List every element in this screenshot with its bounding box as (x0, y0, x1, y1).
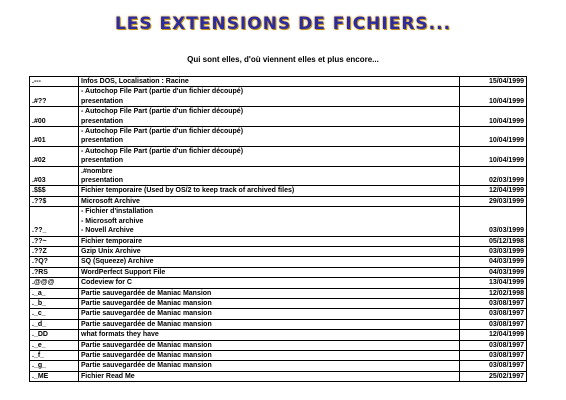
description-cell (79, 298, 460, 308)
description-cell (79, 371, 460, 381)
description-line: Gzip Unix Archive (81, 247, 141, 255)
description-line: Partie sauvegardée de Maniac Mansion (81, 289, 212, 297)
description-line: presentation (81, 137, 124, 145)
date-cell: 03/03/1999 (460, 207, 527, 236)
page-title: LES EXTENSIONS DE FICHIERS... (114, 14, 452, 34)
description-line: Partie sauvegardée de Maniac mansion (81, 351, 212, 359)
description-cell (79, 288, 460, 298)
table-row (30, 350, 527, 360)
table-row (30, 236, 527, 246)
description-line: - Fichier d'installation (81, 208, 154, 216)
description-line: Partie sauvegardée de Maniac mansion (81, 362, 212, 370)
description-line: Microsoft Archive (81, 197, 140, 205)
extension-cell: .??$ (30, 196, 79, 206)
extension-cell: .@@@ (30, 278, 79, 288)
date-cell: 13/04/1999 (460, 278, 527, 288)
extensions-table-body (30, 77, 527, 382)
table-row (30, 77, 527, 87)
extension-cell: ._ME (30, 371, 79, 381)
description-line: Fichier temporaire (81, 237, 143, 245)
extension-cell: .?RS (30, 267, 79, 277)
page-subtitle: Qui sont elles, d'où viennent elles et plus encore... (187, 55, 379, 64)
description-cell (79, 77, 460, 87)
description-line: Partie sauvegardée de Maniac mansion (81, 310, 212, 318)
description-cell (79, 278, 460, 288)
description-cell (79, 340, 460, 350)
description-cell (79, 330, 460, 340)
table-row (30, 207, 527, 236)
date-cell: 03/08/1997 (460, 298, 527, 308)
date-cell: 02/03/1999 (460, 166, 527, 186)
description-line: - Autochop File Part (partie d'un fichier découpé) (81, 88, 244, 96)
description-cell (79, 166, 460, 186)
extension-cell: .#02 (30, 146, 79, 166)
description-line: presentation (81, 157, 124, 165)
extension-cell: .??_ (30, 207, 79, 236)
description-cell (79, 196, 460, 206)
description-line: .#nombre (81, 167, 113, 175)
table-row (30, 107, 527, 127)
description-line: Codeview for C (81, 279, 132, 287)
description-cell (79, 350, 460, 360)
table-row (30, 278, 527, 288)
description-cell (79, 246, 460, 256)
table-row (30, 166, 527, 186)
table-row (30, 246, 527, 256)
description-line: - Autochop File Part (partie d'un fichier découpé) (81, 128, 244, 136)
extensions-table (29, 76, 527, 382)
description-cell (79, 309, 460, 319)
description-line: Partie sauvegardée de Maniac mansion (81, 320, 212, 328)
table-row (30, 186, 527, 196)
description-cell (79, 361, 460, 371)
extension-cell: .??Z (30, 246, 79, 256)
extension-cell: .?Q? (30, 257, 79, 267)
table-row (30, 309, 527, 319)
table-row (30, 330, 527, 340)
date-cell: 03/08/1997 (460, 361, 527, 371)
date-cell: 03/08/1997 (460, 340, 527, 350)
date-cell: 10/04/1999 (460, 107, 527, 127)
date-cell: 12/02/1998 (460, 288, 527, 298)
date-cell: 29/03/1999 (460, 196, 527, 206)
table-row (30, 146, 527, 166)
table-row (30, 127, 527, 147)
date-cell: 04/03/1999 (460, 267, 527, 277)
extension-cell: .??~ (30, 236, 79, 246)
extension-cell: ._DD (30, 330, 79, 340)
description-line: - Autochop File Part (partie d'un fichier découpé) (81, 108, 244, 116)
extension-cell: ._e_ (30, 340, 79, 350)
description-line: presentation (81, 117, 124, 125)
description-line: WordPerfect Support File (81, 268, 166, 276)
description-line: Infos DOS, Localisation : Racine (81, 78, 189, 85)
date-cell: 04/03/1999 (460, 257, 527, 267)
table-row (30, 319, 527, 329)
date-cell: 15/04/1999 (460, 77, 527, 87)
date-cell: 12/04/1999 (460, 330, 527, 340)
description-cell (79, 267, 460, 277)
date-cell: 10/04/1999 (460, 146, 527, 166)
extension-cell: .#?? (30, 87, 79, 107)
description-cell (79, 87, 460, 107)
table-row (30, 361, 527, 371)
table-row (30, 288, 527, 298)
date-cell: 03/08/1997 (460, 309, 527, 319)
table-row (30, 267, 527, 277)
date-cell: 03/08/1997 (460, 319, 527, 329)
date-cell: 10/04/1999 (460, 127, 527, 147)
description-cell (79, 257, 460, 267)
description-line: - Novell Archive (81, 227, 134, 235)
date-cell: 25/02/1997 (460, 371, 527, 381)
extension-cell: .#01 (30, 127, 79, 147)
description-line: Fichier Read Me (81, 372, 135, 380)
date-cell: 03/03/1999 (460, 246, 527, 256)
date-cell: 05/12/1998 (460, 236, 527, 246)
extension-cell: .#03 (30, 166, 79, 186)
description-cell (79, 146, 460, 166)
description-line: - Microsoft archive (81, 217, 144, 225)
description-line: Partie sauvegardée de Maniac mansion (81, 299, 212, 307)
description-cell (79, 207, 460, 236)
description-line: SQ (Squeeze) Archive (81, 258, 154, 266)
description-cell (79, 236, 460, 246)
extension-cell: .#00 (30, 107, 79, 127)
date-cell: 03/08/1997 (460, 350, 527, 360)
extension-cell: .$$$ (30, 186, 79, 196)
description-cell (79, 319, 460, 329)
description-line: presentation (81, 97, 124, 105)
description-line: presentation (81, 177, 124, 185)
date-cell: 12/04/1999 (460, 186, 527, 196)
extension-cell: ._d_ (30, 319, 79, 329)
table-row (30, 298, 527, 308)
extension-cell: ._a_ (30, 288, 79, 298)
description-cell (79, 127, 460, 147)
extension-cell: .--- (30, 77, 79, 87)
table-row (30, 371, 527, 381)
extension-cell: ._f_ (30, 350, 79, 360)
table-row (30, 257, 527, 267)
table-row (30, 340, 527, 350)
description-line: Partie sauvegardée de Maniac mansion (81, 341, 212, 349)
description-line: Fichier temporaire (Used by OS/2 to keep track of archived files) (81, 187, 295, 195)
date-cell: 10/04/1999 (460, 87, 527, 107)
description-cell (79, 107, 460, 127)
extension-cell: ._g_ (30, 361, 79, 371)
description-cell (79, 186, 460, 196)
extension-cell: ._b_ (30, 298, 79, 308)
description-line: - Autochop File Part (partie d'un fichier découpé) (81, 147, 244, 155)
table-row (30, 87, 527, 107)
description-line: what formats they have (81, 331, 159, 339)
table-row (30, 196, 527, 206)
extension-cell: ._c_ (30, 309, 79, 319)
